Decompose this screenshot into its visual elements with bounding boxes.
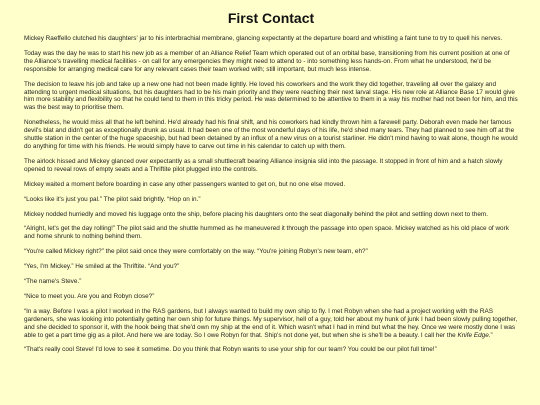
story-paragraph: “That's really cool Steve! I'd love to see it sometime. Do you think that Robyn wants to use your ship for our team? You could be our pilot full time!” <box>24 346 437 354</box>
story-body <box>24 35 518 354</box>
story-title: First Contact <box>227 10 315 26</box>
story-paragraph: “You're called Mickey right?” the pilot said once they were comfortably on the way. “You're joining Robyn's new team, eh?” <box>24 248 368 256</box>
story-paragraph: “Alright, let's get the day rolling!” The pilot said and the shuttle hummed as he maneuvered it through the passage into open space. Mickey watched as his old place of work and home shrunk to nothing behind them. <box>24 225 509 241</box>
story-paragraph: Nonetheless, he would miss all that he left behind. He'd already had his final shift, and his coworkers had kindly thrown him a farewell party. Deborah even made her famous devil's blat and didn't get as exceptionally drunk as usual. It had been one of the most wonderful days of his life, he'd shed many tears. They had planned to see him off at the shuttle station in the center of the huge spaceship, but had been detained by an influx of a new virus on a tourist starliner. He didn't mind having to wait alone, though he would do anything for time with his friends. He would simply have to carve out time in his calendar to catch up with them. <box>24 119 518 150</box>
story-paragraph-text: .” <box>488 331 493 339</box>
story-paragraph: Mickey waited a moment before boarding in case any other passengers wanted to get on, but no one else moved. <box>24 180 346 188</box>
story-paragraph: Mickey Raeffello clutched his daughters' jar to his interbrachial membrane, glancing expectantly at the departure board and whistling a faint tune to try to quell his nerves. <box>24 35 503 42</box>
story-paragraph: “Nice to meet you. Are you and Robyn close?” <box>24 292 155 300</box>
story-paragraph: “Yes, I'm Mickey.” He smiled at the Thriftite. “And you?” <box>24 263 180 271</box>
story-paragraph: Today was the day he was to start his new job as a member of an Alliance Relief Team which operated out of an orbital base, transitioning from his current position at one of the Alliance's travelling medical facilities - on call for any emergencies they might need to attend to - into something less hands-on. From what he understood, he'd be responsible for arranging medical care for any relevant cases their team worked with; still important, but much less intense. <box>24 49 510 73</box>
story-paragraph: The airlock hissed and Mickey glanced over expectantly as a small shuttlecraft bearing Alliance insignia slid into the passage. It stopped in front of him and a hatch slowly opened to reveal rows of empty seats and a Thriftite pilot plugged into the controls. <box>24 157 503 173</box>
story-paragraph: Mickey nodded hurriedly and moved his luggage onto the ship, before placing his daughters onto the seat diagonally behind the pilot and settling down next to them. <box>24 210 488 218</box>
ship-name: Knife Edge <box>457 331 489 339</box>
story-paragraph-text: “In a way. Before I was a pilot I worked in the RAS gardens, but I always wanted to build my own ship to fly. I met Robyn when she had a project working with the RAS gardeners, she was looking into potentially getting her own ship for future things. My supervisor, hell of a guy, told her about my hunk of junk I had been slowly pulling together, and she decided to sponsor it, with the hook being that she'd own my ship at the end of it. Which wasn't what I had in mind but what the hey. Once we were mostly done I was able to get a part time gig as a pilot. And here we are today. So I owe Robyn for that. Ship's not done yet, but when she is she'll be a beauty. I call her the <box>24 307 518 339</box>
story-paragraph <box>24 308 518 340</box>
story-paragraph: The decision to leave his job and take up a new one had not been made lightly. He loved his coworkers and the work they did together, traveling all over the galaxy and attending to urgent medical situations, but his daughters had to be his main priority and they were reaching their next larval stage. His new role at Alliance Base 17 would give him more stability and flexibility so that he could tend to them in this tricky period. He was determined to be attentive to them in a way his mother had not been for him, and this was the best way to prioritise them. <box>24 80 518 112</box>
story-paragraph: “The name's Steve.” <box>24 278 82 286</box>
story-paragraph: “Looks like it's just you pal.” The pilot said brightly. “Hop on in.” <box>24 195 201 203</box>
